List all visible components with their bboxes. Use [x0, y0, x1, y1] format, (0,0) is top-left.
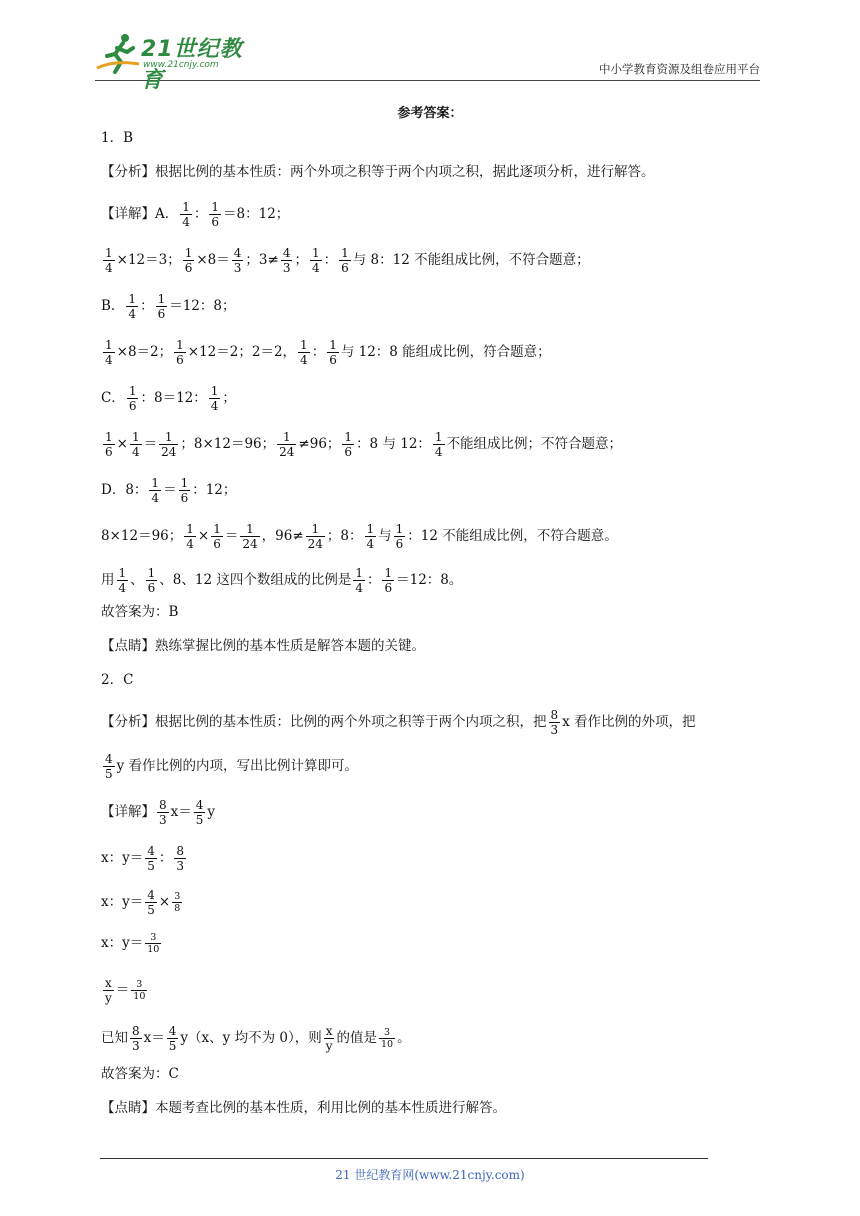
q2-answer: 2．C	[101, 672, 134, 688]
q1-analysis: 【分析】根据比例的基本性质：两个外项之积等于两个内项之积，据此逐项分析，进行解答。	[101, 164, 655, 180]
q1-check-a: $\frac{1}{4}$ ×12＝3； $\frac{1}{6}$ ×8＝ $\frac{4}{3}$ ；3≠ $\frac{4}{3}$ ； $\frac{1}{4}$ ： $\frac{1}{6}$ 与 8：12 不能组成比例，不符合题意；	[105, 246, 590, 275]
q2-known: 已知 $\frac{8}{3}$ x＝ $\frac{4}{5}$ y（x、y 均不为 0），则 $\frac{x}{y}$ 的值是 $\frac{3}{10}$ 。	[101, 1024, 411, 1053]
logo-text: 21世纪教育	[141, 37, 243, 93]
q2-analysis-line2: $\frac{4}{5}$ y 看作比例的内项，写出比例计算即可。	[105, 752, 359, 781]
q2-step1: x：y＝ $\frac{4}{5}$ ： $\frac{8}{3}$	[101, 844, 185, 873]
q2-analysis-line1: 【分析】根据比例的基本性质：比例的两个外项之积等于两个内项之积，把 $\frac{8}{3}$ x 看作比例的外项，把	[101, 708, 696, 737]
footer-divider	[100, 1158, 708, 1159]
footer-text: 21 世纪教育网(www.21cnjy.com)	[335, 1168, 525, 1182]
q1-check-d: 8×12＝96； $\frac{1}{4}$ × $\frac{1}{6}$ ＝ $\frac{1}{24}$ ，96≠ $\frac{1}{24}$ ；8： $\frac{1}{4}$ 与 $\frac{1}{6}$ ：12 不能组成比例，不符合题意。	[101, 522, 618, 551]
logo-url: www.21cnjy.com	[143, 60, 219, 70]
q2-step2: x：y＝ $\frac{4}{5}$ × $\frac{3}{8}$	[101, 888, 181, 917]
page-title: 参考答案：	[397, 106, 463, 121]
q1-detail-c: C． $\frac{1}{6}$ ：8＝12： $\frac{1}{4}$ ；	[101, 384, 236, 413]
page-header	[95, 30, 760, 93]
q1-final: 故答案为：B	[101, 604, 179, 620]
q2-comment: 【点睛】本题考查比例的基本性质，利用比例的基本性质进行解答。	[101, 1100, 506, 1116]
q1-check-b: $\frac{1}{4}$ ×8＝2； $\frac{1}{6}$ ×12＝2；2＝2， $\frac{1}{4}$ ： $\frac{1}{6}$ 与 12：8 能组成比例，符合题意；	[105, 338, 551, 367]
q1-use: 用 $\frac{1}{4}$ 、 $\frac{1}{6}$ 、8、12 这四个数组成的比例是 $\frac{1}{4}$ ： $\frac{1}{6}$ ＝12：8。	[101, 566, 463, 595]
q2-step3: x：y＝ $\frac{3}{10}$	[101, 932, 160, 955]
q1-detail-d: D．8： $\frac{1}{4}$ ＝ $\frac{1}{6}$ ：12；	[101, 476, 237, 505]
q1-answer: 1．B	[101, 130, 134, 146]
q1-check-c: $\frac{1}{6}$ × $\frac{1}{4}$ ＝ $\frac{1}{24}$ ；8×12＝96； $\frac{1}{24}$ ≠96； $\frac{1}{6}$ ：8 与 12： $\frac{1}{4}$ 不能组成比例；不符合题意；	[105, 430, 623, 459]
q1-detail-a: 【详解】A． $\frac{1}{4}$ ： $\frac{1}{6}$ ＝8：12；	[101, 200, 290, 229]
q1-comment: 【点睛】熟练掌握比例的基本性质是解答本题的关键。	[101, 638, 425, 654]
q2-step4: $\frac{x}{y}$ ＝ $\frac{3}{10}$	[105, 976, 146, 1005]
q2-final: 故答案为：C	[101, 1066, 179, 1082]
platform-label: 中小学教育资源及组卷应用平台	[599, 62, 760, 76]
q1-detail-b: B． $\frac{1}{4}$ ： $\frac{1}{6}$ ＝12：8；	[101, 292, 236, 321]
logo	[95, 30, 265, 93]
q2-detail: 【详解】 $\frac{8}{3}$ x＝ $\frac{4}{5}$ y	[101, 798, 216, 827]
runner-logo-icon	[95, 30, 141, 76]
